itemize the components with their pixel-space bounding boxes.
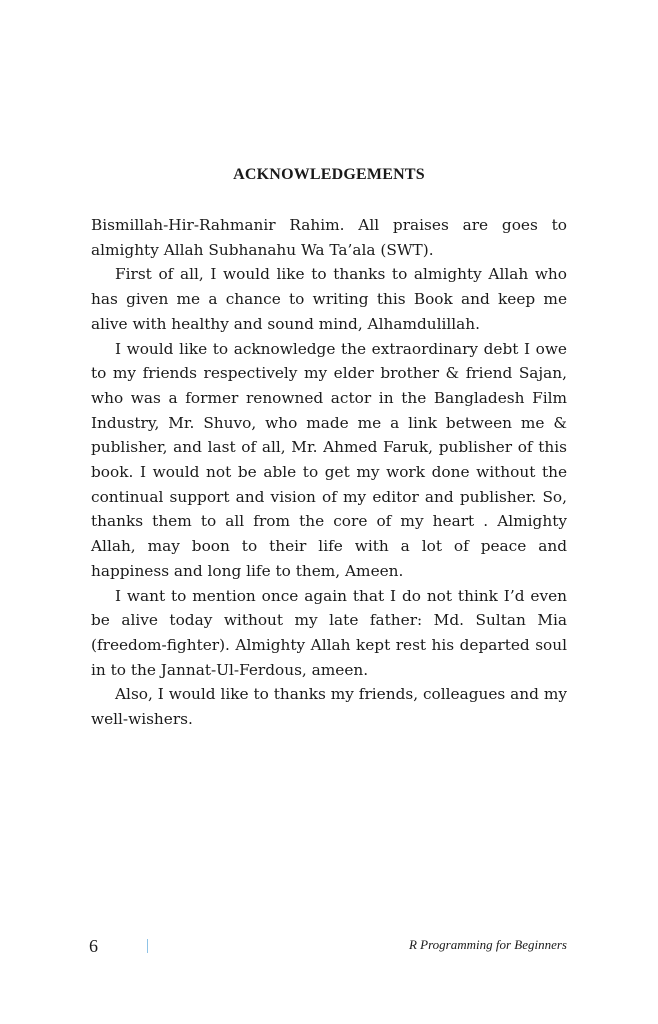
acknowledgements-body [91, 213, 567, 732]
page-number: 6 [89, 936, 98, 956]
paragraph-2: First of all, I would like to thanks to almighty Allah who has given me a chance to writing this Book and keep me alive with healthy and sound mind, Alhamdulillah. [91, 265, 567, 333]
running-footer-title: R Programming for Beginners [408, 937, 567, 952]
page-heading: ACKNOWLEDGEMENTS [233, 166, 425, 183]
paragraph-4: I want to mention once again that I do not think I’d even be alive today without my late father: Md. Sultan Mia (freedom-fighter). Almighty Allah kept rest his departed soul in to the Jannat-Ul-Ferdous, ameen. [91, 586, 567, 679]
paragraph-3: I would like to acknowledge the extraordinary debt I owe to my friends respectively my elder brother & friend Sajan, who was a former renowned actor in the Bangladesh Film Industry, Mr. Shuvo, who made me a link between me & publisher, and last of all, Mr. Ahmed Faruk, publisher of this book. I would not be able to get my work done without the continual support and vision of my editor and publisher. So, thanks them to all from the core of my heart . Almighty Allah, may boon to their life with a lot of peace and happiness and long life to them, Ameen. [91, 339, 567, 580]
paragraph-5: Also, I would like to thanks my friends, colleagues and my well-wishers. [91, 685, 567, 729]
footer-divider [147, 939, 148, 953]
paragraph-1: Bismillah-Hir-Rahmanir Rahim. All praises are goes to almighty Allah Subhanahu Wa Ta’ala (SWT). [91, 216, 567, 259]
